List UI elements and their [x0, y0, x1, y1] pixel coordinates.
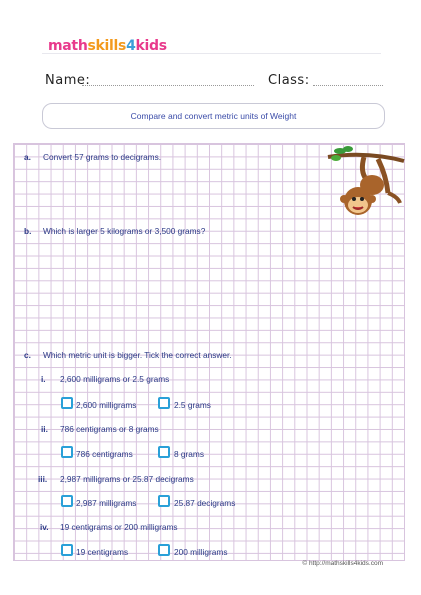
worksheet-title: Compare and convert metric units of Weight: [42, 103, 385, 129]
sub-ii-text: 786 centigrams or 8 grams: [60, 424, 159, 434]
sub-i-number: i.: [41, 374, 46, 384]
sub-iv-text: 19 centigrams or 200 milligrams: [60, 522, 178, 532]
sub-i-option2-label: 2.5 grams: [174, 400, 211, 410]
sub-i-option1-checkbox[interactable]: [61, 397, 73, 409]
sub-ii-number: ii.: [41, 424, 48, 434]
question-b-letter: b.: [24, 226, 32, 236]
sub-iv-option2-label: 200 milligrams: [174, 547, 228, 557]
name-label: Name:: [45, 73, 91, 88]
sub-iv-option1-checkbox[interactable]: [61, 544, 73, 556]
sub-iii-option1-label: 2,987 milligrams: [76, 498, 137, 508]
sub-i-option1-label: 2,600 milligrams: [76, 400, 137, 410]
sub-ii-option1-checkbox[interactable]: [61, 446, 73, 458]
question-a-letter: a.: [24, 152, 31, 162]
class-field[interactable]: [313, 85, 383, 86]
sub-iii-number: iii.: [38, 474, 48, 484]
sub-iv-option2-checkbox[interactable]: [158, 544, 170, 556]
sub-iii-option2-label: 25.87 decigrams: [174, 498, 236, 508]
sub-ii-option2-checkbox[interactable]: [158, 446, 170, 458]
question-c-text: Which metric unit is bigger. Tick the correct answer.: [43, 350, 232, 360]
sub-iii-text: 2,987 milligrams or 25.87 decigrams: [60, 474, 194, 484]
mathskills4kids-logo: mathskills4kids: [48, 38, 167, 54]
footer-url[interactable]: © http://mathskills4kids.com: [302, 560, 383, 567]
sub-ii-option1-label: 786 centigrams: [76, 449, 133, 459]
sub-iv-number: iv.: [40, 522, 49, 532]
class-label: Class:: [268, 73, 310, 88]
sub-iii-option2-checkbox[interactable]: [158, 495, 170, 507]
sub-i-text: 2,600 milligrams or 2.5 grams: [60, 374, 170, 384]
sub-iv-option1-label: 19 centigrams: [76, 547, 129, 557]
monkey-icon: [326, 145, 406, 225]
sub-i-option2-checkbox[interactable]: [158, 397, 170, 409]
question-a-text: Convert 57 grams to decigrams.: [43, 152, 162, 162]
header-divider: [42, 53, 381, 54]
name-field[interactable]: [82, 85, 254, 86]
sub-ii-option2-label: 8 grams: [174, 449, 204, 459]
question-b-text: Which is larger 5 kilograms or 3,500 grams?: [43, 226, 206, 236]
question-c-letter: c.: [24, 350, 31, 360]
sub-iii-option1-checkbox[interactable]: [61, 495, 73, 507]
